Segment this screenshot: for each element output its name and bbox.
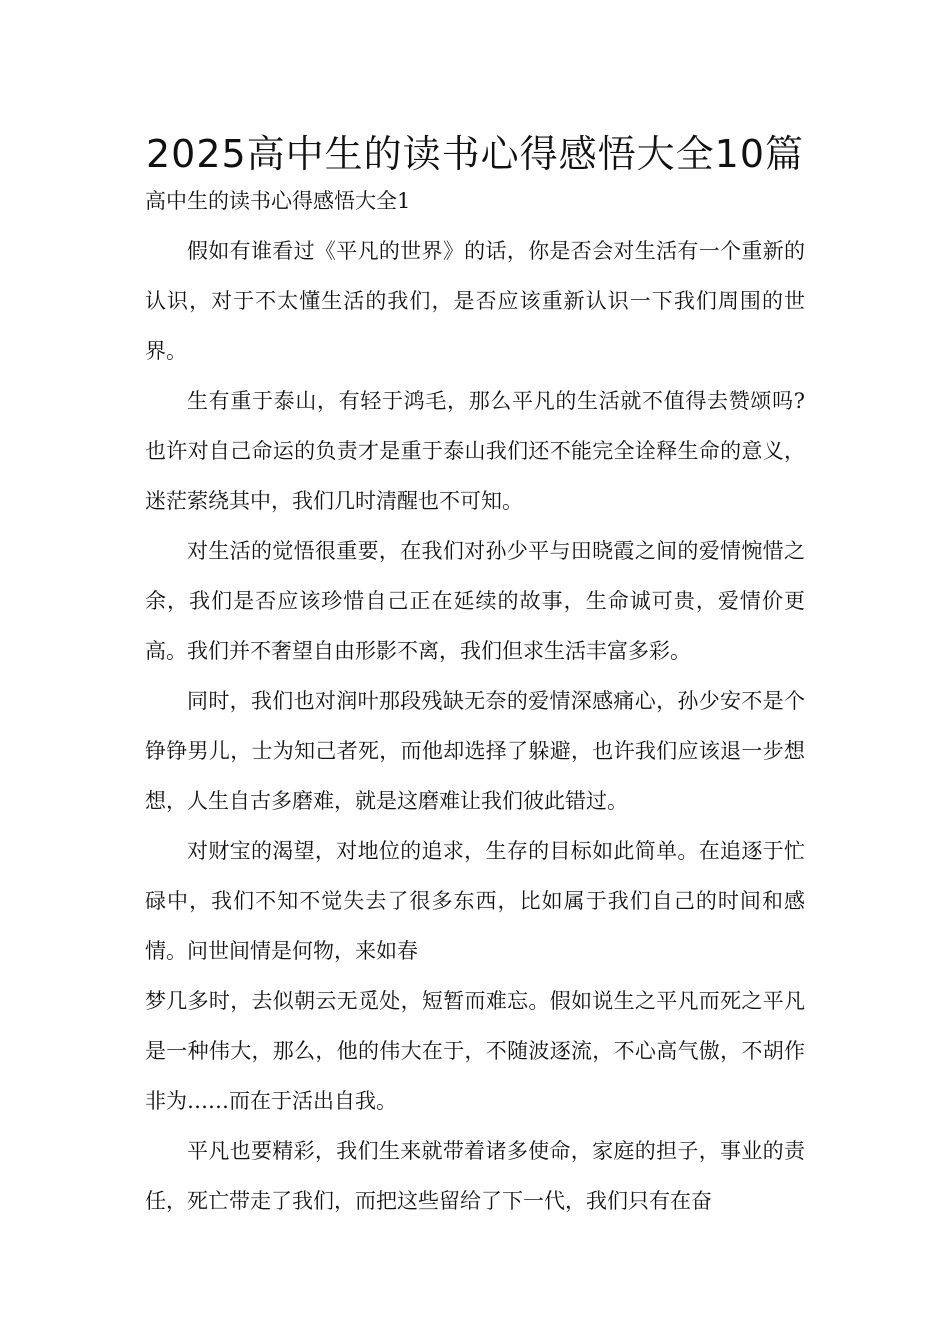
section-heading: 高中生的读书心得感悟大全1: [145, 189, 411, 213]
paragraph: 同时，我们也对润叶那段残缺无奈的爱情深感痛心，孙少安不是个铮铮男儿，士为知己者死，而他却选择了躲避，也许我们应该退一步想想，人生自古多磨难，就是这磨难让我们彼此错过。: [145, 689, 805, 813]
document-body: [145, 184, 805, 1226]
paragraph: 假如有谁看过《平凡的世界》的话，你是否会对生活有一个重新的认识，对于不太懂生活的我们，是否应该重新认识一下我们周围的世界。: [145, 239, 805, 363]
paragraph: 生有重于泰山，有轻于鸿毛，那么平凡的生活就不值得去赞颂吗?也许对自己命运的负责才是重于泰山我们还不能完全诠释生命的意义，迷茫萦绕其中，我们几时清醒也不可知。: [145, 389, 805, 513]
document-title: 2025高中生的读书心得感悟大全10篇: [145, 132, 805, 176]
paragraph-continuation: 梦几多时，去似朝云无觅处，短暂而难忘。假如说生之平凡而死之平凡是一种伟大，那么，他的伟大在于，不随波逐流，不心高气傲，不胡作非为……而在于活出自我。: [145, 989, 805, 1113]
paragraph: 对生活的觉悟很重要，在我们对孙少平与田晓霞之间的爱情惋惜之余，我们是否应该珍惜自己正在延续的故事，生命诚可贵，爱情价更高。我们并不奢望自由形影不离，我们但求生活丰富多彩。: [145, 539, 805, 663]
paragraph: 平凡也要精彩，我们生来就带着诸多使命，家庭的担子，事业的责任，死亡带走了我们，而把这些留给了下一代，我们只有在奋: [145, 1139, 805, 1213]
paragraph: 对财宝的渴望，对地位的追求，生存的目标如此简单。在追逐于忙碌中，我们不知不觉失去了很多东西，比如属于我们自己的时间和感情。问世间情是何物，来如春: [145, 839, 805, 963]
